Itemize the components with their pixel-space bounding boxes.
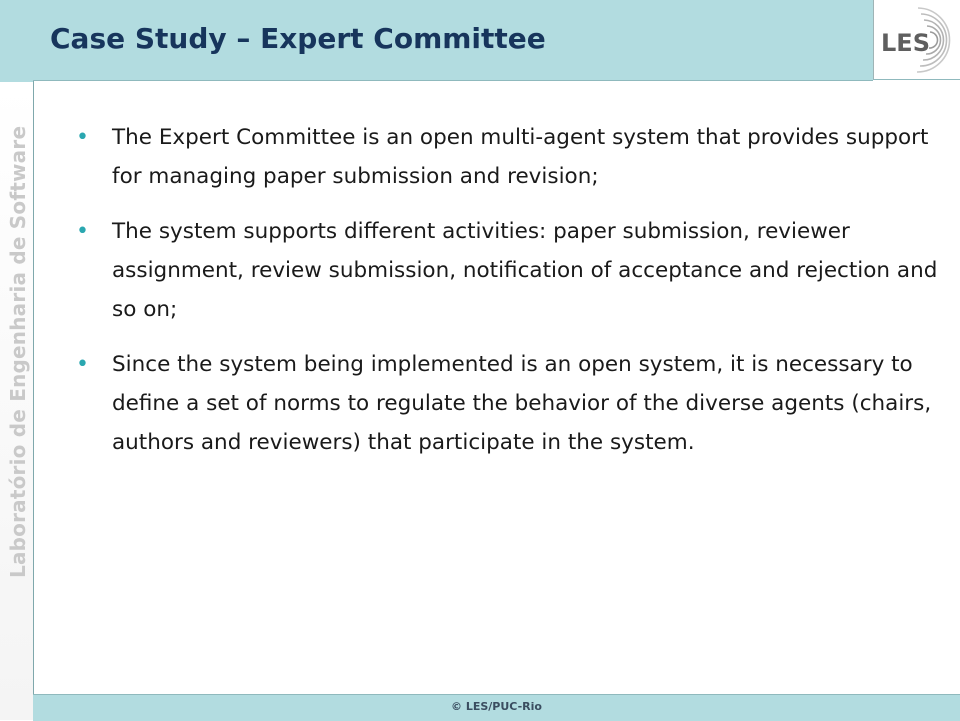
bullet-text: The system supports different activities: paper submission, reviewer assignment, review submission, notification of acceptance and rejection and so on; [112, 219, 938, 322]
bullet-item [72, 212, 942, 329]
les-logo [873, 0, 960, 80]
bullet-item [72, 345, 942, 462]
slide-title: Case Study – Expert Committee [50, 22, 546, 55]
bullet-icon: • [76, 125, 89, 150]
bullet-icon: • [76, 219, 89, 244]
bullet-text: The Expert Committee is an open multi-agent system that provides support for managing paper submission and revision; [112, 125, 929, 189]
vertical-lab-name: Laboratório de Engenharia de Software [6, 125, 30, 578]
slide-content [72, 118, 942, 478]
footer-copyright: © LES/PUC-Rio [451, 700, 542, 713]
slide-header [33, 0, 873, 81]
les-logo-icon [874, 0, 960, 80]
slide-footer [33, 694, 960, 721]
les-logo-text: LES [881, 29, 930, 57]
bullet-item [72, 118, 942, 196]
bullet-icon: • [76, 352, 89, 377]
bullet-text: Since the system being implemented is an open system, it is necessary to define a set of norms to regulate the behavior of the diverse agents (chairs, authors and reviewers) that participate in the system. [112, 352, 932, 455]
